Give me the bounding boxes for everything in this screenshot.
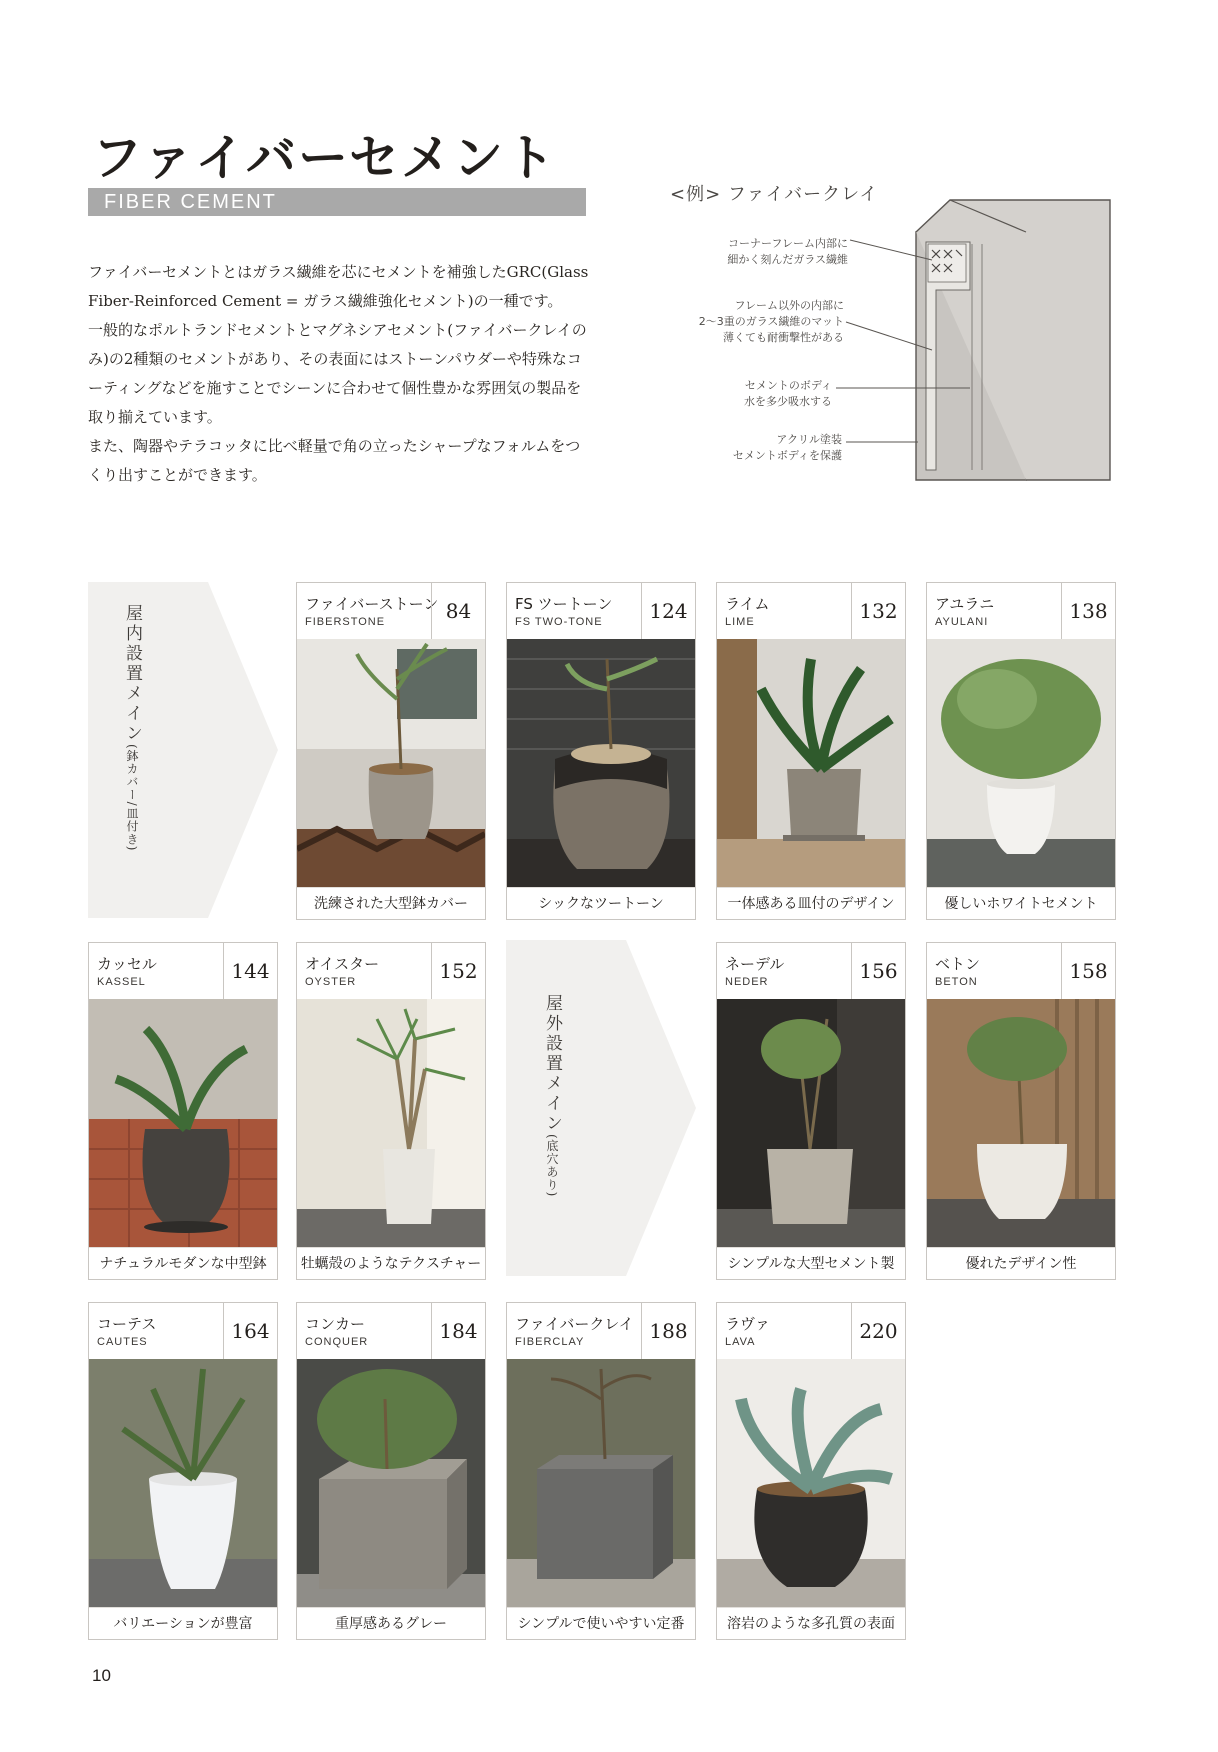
product-page-number: 138 — [1061, 583, 1115, 639]
outdoor-arrow-bg — [506, 940, 696, 1276]
product-name-jp: コーテス — [97, 1315, 157, 1333]
product-name-en: FIBERCLAY — [515, 1336, 585, 1348]
product-card-cautes[interactable] — [88, 1302, 278, 1640]
product-description: 優しいホワイトセメント — [927, 887, 1115, 919]
product-photo — [507, 1359, 695, 1607]
product-card-lime[interactable] — [716, 582, 906, 920]
product-card-oyster[interactable] — [296, 942, 486, 1280]
product-name-en: CAUTES — [97, 1336, 148, 1348]
product-page-number: 158 — [1061, 943, 1115, 999]
product-card-fiberstone[interactable] — [296, 582, 486, 920]
product-name-en: FS TWO-TONE — [515, 616, 603, 628]
product-photo — [297, 639, 485, 887]
product-page-number: 84 — [431, 583, 485, 639]
product-name-jp: ベトン — [935, 955, 981, 973]
product-photo — [927, 639, 1115, 887]
product-name-en: FIBERSTONE — [305, 616, 386, 628]
product-description: バリエーションが豊富 — [89, 1607, 277, 1639]
product-page-number: 132 — [851, 583, 905, 639]
product-name-jp: ライム — [725, 595, 770, 613]
subtitle: FIBER CEMENT — [104, 191, 277, 213]
product-description: シックなツートーン — [507, 887, 695, 919]
product-description: 優れたデザイン性 — [927, 1247, 1115, 1279]
product-page-number: 152 — [431, 943, 485, 999]
product-page-number: 156 — [851, 943, 905, 999]
product-page-number: 188 — [641, 1303, 695, 1359]
fiberclay-diagram — [650, 180, 1120, 500]
product-description: 一体感ある皿付のデザイン — [717, 887, 905, 919]
section-indoor-label: 屋内設置メイン(鉢カバー/皿付き) — [122, 604, 142, 852]
product-description: 溶岩のような多孔質の表面 — [717, 1607, 905, 1639]
product-page-number: 124 — [641, 583, 695, 639]
product-photo — [717, 999, 905, 1247]
product-card-neder[interactable] — [716, 942, 906, 1280]
product-name-jp: オイスター — [305, 955, 380, 973]
product-photo — [507, 639, 695, 887]
product-name-en: OYSTER — [305, 976, 357, 988]
product-description: ナチュラルモダンな中型鉢 — [89, 1247, 277, 1279]
intro-paragraph: 一般的なポルトランドセメントとマグネシアセメント(ファイバークレイのみ)の2種類のセメントがあり、その表面にはストーンパウダーや特殊なコーティングなどを施すことでシーンに合わせて個性豊かな雰囲気の製品を取り揃えています。 — [88, 321, 587, 426]
product-name-en: LIME — [725, 616, 755, 628]
product-name-en: BETON — [935, 976, 978, 988]
page-title: ファイバーセメント — [92, 128, 557, 187]
product-name-jp: カッセル — [97, 955, 157, 973]
product-card-fs-two-tone[interactable] — [506, 582, 696, 920]
product-photo — [927, 999, 1115, 1247]
product-card-lava[interactable] — [716, 1302, 906, 1640]
product-description: 洗練された大型鉢カバー — [297, 887, 485, 919]
diagram-note: セメントのボディ 水を多少吸水する — [744, 379, 832, 408]
product-photo — [717, 1359, 905, 1607]
product-description: 牡蠣殻のようなテクスチャー — [297, 1247, 485, 1279]
product-photo — [89, 999, 277, 1247]
product-name-en: LAVA — [725, 1336, 756, 1348]
diagram-note: アクリル塗装 セメントボディを保護 — [732, 433, 842, 462]
product-name-jp: ファイバークレイ — [515, 1315, 634, 1333]
product-card-ayulani[interactable] — [926, 582, 1116, 920]
product-name-en: KASSEL — [97, 976, 146, 988]
product-name-jp: ネーデル — [725, 955, 785, 973]
product-card-conquer[interactable] — [296, 1302, 486, 1640]
product-card-beton[interactable] — [926, 942, 1116, 1280]
indoor-arrow-bg — [88, 582, 278, 918]
subtitle-bar — [88, 188, 586, 216]
product-page-number: 164 — [223, 1303, 277, 1359]
product-page-number: 144 — [223, 943, 277, 999]
diagram-caption: <例> ファイバークレイ — [670, 184, 879, 205]
product-card-kassel[interactable] — [88, 942, 278, 1280]
product-photo — [297, 999, 485, 1247]
product-name-en: CONQUER — [305, 1336, 369, 1348]
product-name-en: AYULANI — [935, 616, 989, 628]
product-name-jp: コンカー — [305, 1315, 366, 1333]
product-name-en: NEDER — [725, 976, 769, 988]
product-description: シンプルで使いやすい定番 — [507, 1607, 695, 1639]
product-photo — [297, 1359, 485, 1607]
product-name-jp: FS ツートーン — [515, 595, 613, 613]
product-name-jp: ファイバーストーン — [305, 595, 439, 613]
product-card-fiberclay[interactable] — [506, 1302, 696, 1640]
page-number: 10 — [92, 1666, 111, 1685]
product-description: 重厚感あるグレー — [297, 1607, 485, 1639]
product-name-jp: ラヴァ — [725, 1315, 770, 1333]
section-outdoor-label: 屋外設置メイン(底穴あり) — [542, 994, 562, 1198]
intro-paragraph: また、陶器やテラコッタに比べ軽量で角の立ったシャープなフォルムをつくり出すことができます。 — [88, 437, 581, 484]
product-photo — [717, 639, 905, 887]
diagram-note: フレーム以外の内部に 2〜3重のガラス繊維のマット 薄くても耐衝撃性がある — [698, 299, 844, 344]
intro-text — [88, 258, 590, 490]
intro-paragraph: ファイバーセメントとはガラス繊維を芯にセメントを補強したGRC(Glass Fiber-Reinforced Cement = ガラス繊維強化セメント)の一種です。 — [88, 263, 589, 310]
product-description: シンプルな大型セメント製 — [717, 1247, 905, 1279]
product-photo — [89, 1359, 277, 1607]
product-page-number: 220 — [851, 1303, 905, 1359]
product-page-number: 184 — [431, 1303, 485, 1359]
product-name-jp: アユラニ — [935, 595, 995, 613]
diagram-note: コーナーフレーム内部に 細かく刻んだガラス繊維 — [727, 237, 848, 266]
